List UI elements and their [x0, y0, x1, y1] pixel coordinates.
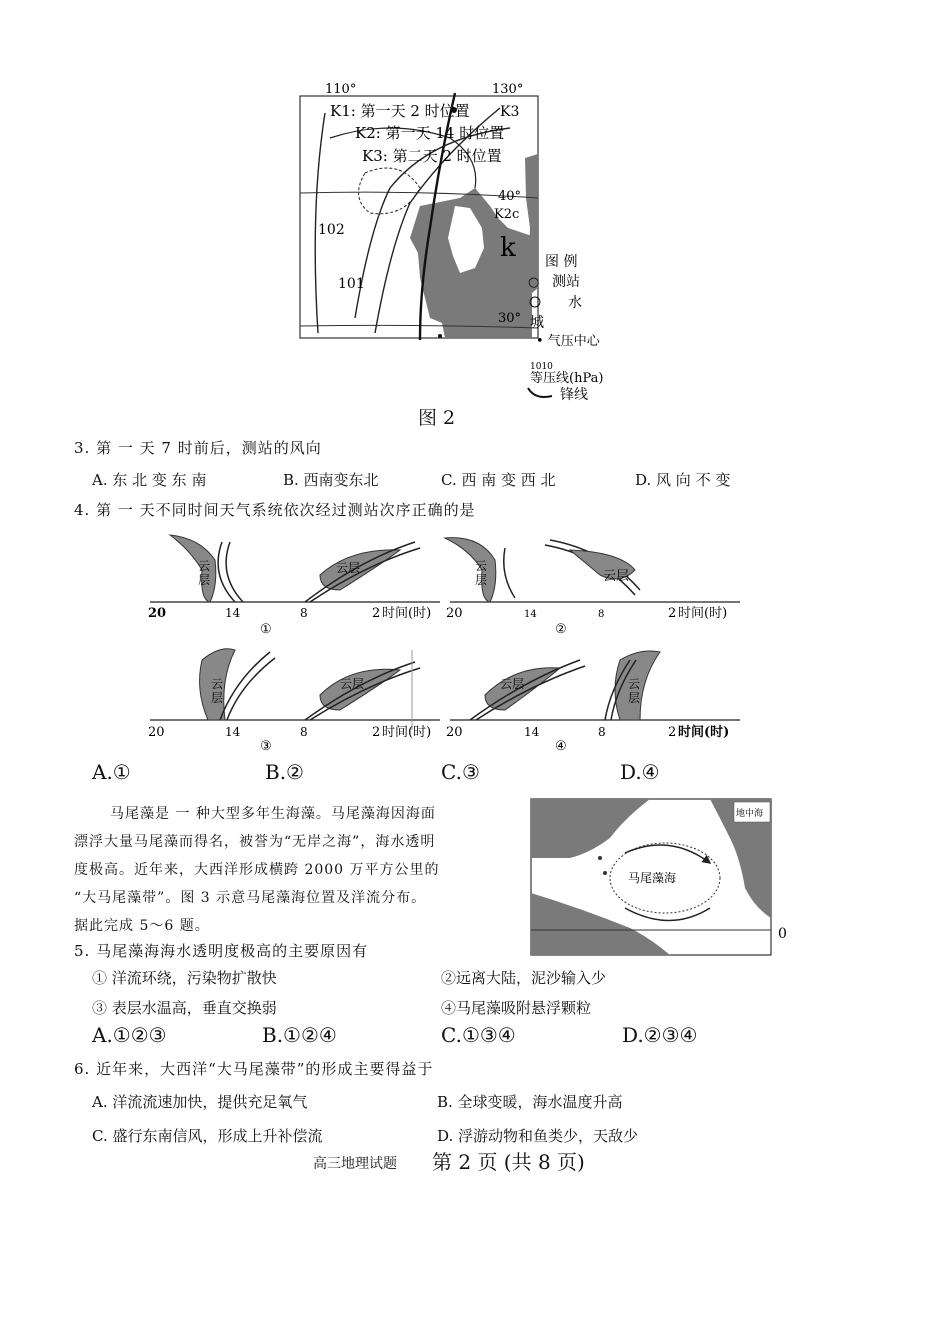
svg-text:层: 层 [475, 573, 488, 587]
footer-title: 高三地理试题 [313, 1156, 397, 1172]
svg-text:14: 14 [225, 606, 241, 620]
q4-diagrams-svg [140, 530, 760, 752]
q5-option-b[interactable]: B.①②④ [262, 1023, 337, 1047]
svg-text:时间(时): 时间(时) [382, 725, 432, 740]
diagram-1 [148, 535, 440, 637]
legend-front-icon [528, 388, 552, 397]
svg-text:14: 14 [524, 609, 537, 620]
legend-1010: 1010 [530, 362, 553, 372]
svg-text:时间(时): 时间(时) [382, 606, 432, 621]
svg-text:云层: 云层 [500, 677, 525, 691]
q4-option-a[interactable]: A.① [92, 760, 131, 784]
svg-text:云层: 云层 [340, 677, 365, 691]
q5-option-d[interactable]: D.②③④ [622, 1023, 698, 1047]
q4-stem: 4. 第 一 天不同时间天气系统依次经过测站次序正确的是 [74, 501, 476, 519]
svg-text:层: 层 [628, 691, 641, 705]
q5-option-c[interactable]: C.①③④ [441, 1023, 516, 1047]
legend-isobar: 等压线(hPa) [530, 371, 604, 386]
svg-text:2: 2 [668, 725, 677, 740]
label-3: ③ [260, 739, 272, 752]
svg-text:20: 20 [148, 725, 165, 740]
k2c-label: K2c [494, 207, 520, 222]
k3-label: K3: 第二天 2 时位置 [362, 147, 502, 165]
svg-text:云: 云 [475, 559, 488, 573]
q4-diagrams [140, 530, 760, 752]
figure-3-svg [530, 798, 792, 958]
svg-text:时间(时): 时间(时) [678, 725, 730, 740]
svg-text:8: 8 [598, 609, 605, 620]
footer-page: 第 2 页 (共 8 页) [432, 1150, 585, 1174]
q4-option-b[interactable]: B.② [265, 760, 304, 784]
d1-cloud-v: 云 [198, 559, 211, 573]
figure-3-map [530, 798, 792, 958]
lat-40-label: 40° [498, 189, 522, 204]
legend-water: 水 [568, 295, 582, 311]
q5-item-1: ① 洋流环绕，污染物扩散快 [92, 969, 277, 987]
svg-text:20: 20 [446, 725, 463, 740]
q4-option-d[interactable]: D.④ [620, 760, 660, 784]
svg-text:云: 云 [211, 677, 224, 691]
diagram-3 [148, 649, 440, 752]
svg-text:2: 2 [372, 725, 381, 740]
lon-130-label: 130° [492, 82, 524, 97]
q3-option-b[interactable]: B. 西南变东北 [283, 471, 379, 489]
label-2: ② [555, 622, 567, 637]
q5-item-3: ③ 表层水温高，垂直交换弱 [92, 999, 277, 1017]
svg-text:20: 20 [446, 606, 463, 621]
diagram-4 [446, 651, 740, 752]
svg-text:云: 云 [628, 677, 641, 691]
legend-title: 图 例 [545, 254, 578, 270]
legend-station-mark: ○ [528, 275, 540, 290]
k1-label: K1: 第一天 2 时位置 [330, 102, 470, 120]
q4-option-c[interactable]: C.③ [441, 760, 480, 784]
q3-stem: 3. 第 一 天 7 时前后，测站的风向 [74, 439, 322, 457]
q5-item-2: ②远离大陆，泥沙输入少 [441, 969, 607, 987]
figure-2-caption: 图 2 [418, 407, 456, 429]
isobar-101-label: 101 [338, 276, 365, 292]
svg-text:云层: 云层 [603, 569, 630, 584]
q3-option-a[interactable]: A. 东 北 变 东 南 [92, 471, 207, 489]
figure-2-map [270, 78, 630, 408]
svg-text:14: 14 [225, 725, 241, 739]
k3-marker: K3 [500, 104, 520, 120]
svg-text:8: 8 [300, 725, 308, 739]
passage-line: 据此完成 5～6 题。 [74, 918, 210, 934]
q6-option-a[interactable]: A. 洋流流速加快，提供充足氧气 [92, 1093, 308, 1111]
q6-stem: 6. 近年来，大西洋“大马尾藻带”的形成主要得益于 [74, 1060, 434, 1078]
lat-30-label: 30° [498, 311, 522, 326]
svg-text:20: 20 [148, 606, 167, 621]
q5-item-4: ④马尾藻吸附悬浮颗粒 [441, 999, 592, 1017]
svg-text:2: 2 [372, 606, 381, 621]
q5-option-a[interactable]: A.①②③ [92, 1023, 167, 1047]
q6-option-d[interactable]: D. 浮游动物和鱼类少，天敌少 [437, 1127, 639, 1145]
passage-line: 马尾藻是 一 种大型多年生海藻。马尾藻海因海面 [110, 806, 436, 822]
legend-station: 测站 [552, 274, 580, 290]
q3-option-c[interactable]: C. 西 南 变 西 北 [441, 471, 556, 489]
diagram-2 [445, 538, 740, 637]
passage-line: “大马尾藻带”。图 3 示意马尾藻海位置及洋流分布。 [74, 890, 427, 906]
k-label: k [500, 233, 516, 263]
svg-text:8: 8 [598, 725, 606, 739]
isobar-102-label: 102 [318, 222, 345, 238]
passage-line: 度极高。近年来，大西洋形成横跨 2000 万平方公里的 [74, 862, 440, 878]
edge-char: 0 [778, 926, 787, 942]
legend-city: 城 [530, 315, 544, 331]
q3-option-d[interactable]: D. 风 向 不 变 [635, 471, 731, 489]
q6-option-b[interactable]: B. 全球变暖，海水温度升高 [437, 1093, 623, 1111]
sargasso-sea-label: 马尾藻海 [628, 871, 677, 885]
passage-line: 漂浮大量马尾藻而得名，被誉为“无岸之海”，海水透明 [74, 834, 436, 850]
svg-text:8: 8 [300, 606, 308, 620]
legend-front: 锋线 [560, 387, 588, 403]
k2-label: K2: 第一天 14 时位置 [355, 124, 505, 142]
svg-text:14: 14 [524, 725, 540, 739]
figure-2-svg [270, 78, 630, 408]
label-4: ④ [555, 739, 567, 752]
city-dot [438, 334, 442, 338]
legend-pressure-center: • 气压中心 [536, 334, 600, 349]
label-1: ① [260, 622, 272, 637]
d1-cloud: 云层 [336, 561, 361, 575]
passage [74, 800, 524, 940]
q6-option-c[interactable]: C. 盛行东南信风，形成上升补偿流 [92, 1127, 323, 1145]
svg-text:2: 2 [668, 606, 677, 621]
svg-text:层: 层 [211, 691, 224, 705]
svg-text:层: 层 [198, 573, 211, 587]
lon-110-label: 110° [325, 82, 357, 97]
svg-text:时间(时): 时间(时) [678, 606, 728, 621]
q5-stem: 5. 马尾藻海海水透明度极高的主要原因有 [74, 942, 369, 960]
mediterranean-label: 地中海 [736, 809, 764, 819]
